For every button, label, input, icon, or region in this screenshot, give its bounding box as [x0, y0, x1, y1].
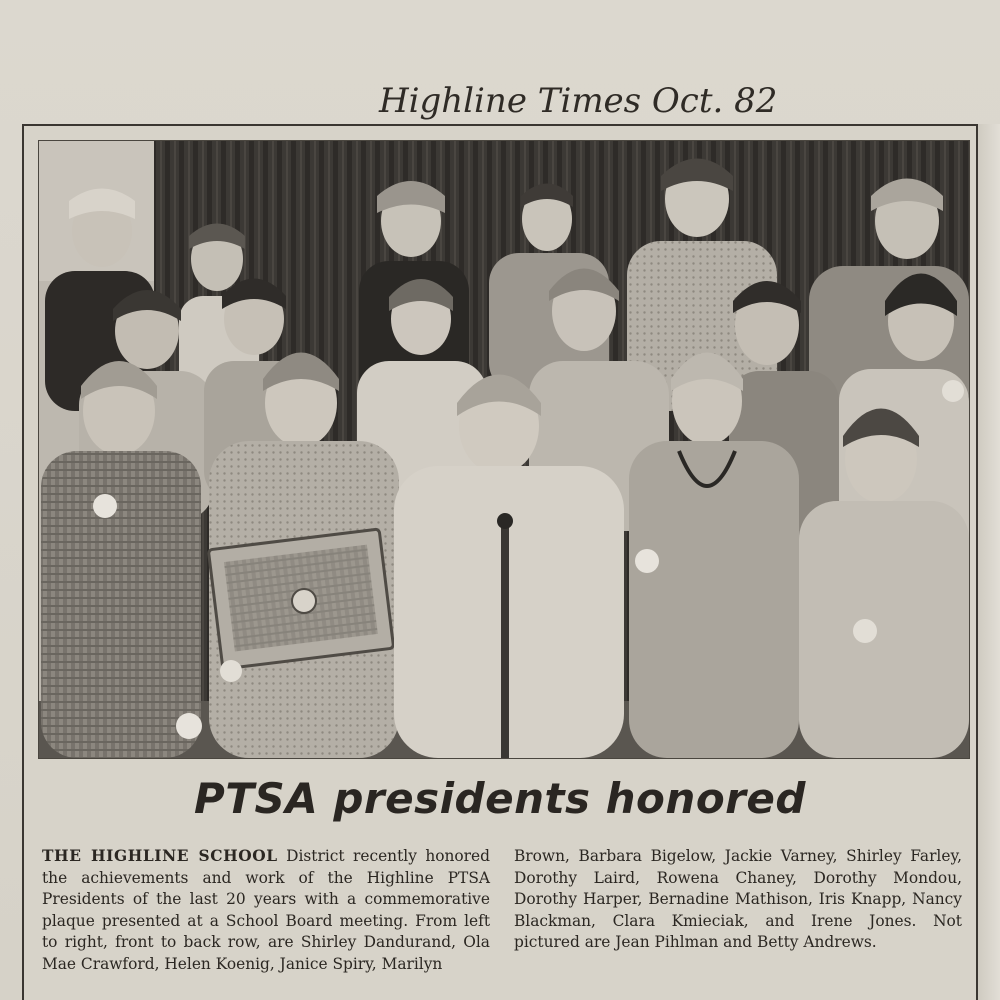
article-column-left — [42, 846, 490, 996]
article-text-left: District recently honored the achievements and work of the Highline PTSA Presidents of the last 20 years with a commemorative plaque presented at a School Board meeting. From left to right, front to back row, are Shirley Dandurand, Ola Mae Crawford, Helen Koenig, Janice Spiry, Marilyn — [42, 847, 490, 973]
article-text-right: Brown, Barbara Bigelow, Jackie Varney, Shirley Farley, Dorothy Laird, Rowena Chaney, Dorothy Mondou, Dorothy Harper, Bernadine Mathison, Iris Knapp, Nancy Blackman, Clara Kmieciak, and Irene Jones. Not pictured are Jean Pihlman and Betty Andrews. — [514, 847, 962, 952]
handwritten-annotation — [375, 72, 795, 132]
group-photo-illustration — [39, 141, 969, 758]
newspaper-clipping — [22, 124, 978, 1000]
article-headline: PTSA presidents honored — [194, 774, 806, 823]
article-body — [42, 846, 962, 996]
group-photo — [38, 140, 970, 759]
article-column-right — [514, 846, 962, 996]
article-lead: THE HIGHLINE SCHOOL — [42, 847, 278, 865]
page-edge — [978, 124, 1000, 1000]
handwritten-note: Highline Times Oct. 82 — [379, 81, 778, 121]
